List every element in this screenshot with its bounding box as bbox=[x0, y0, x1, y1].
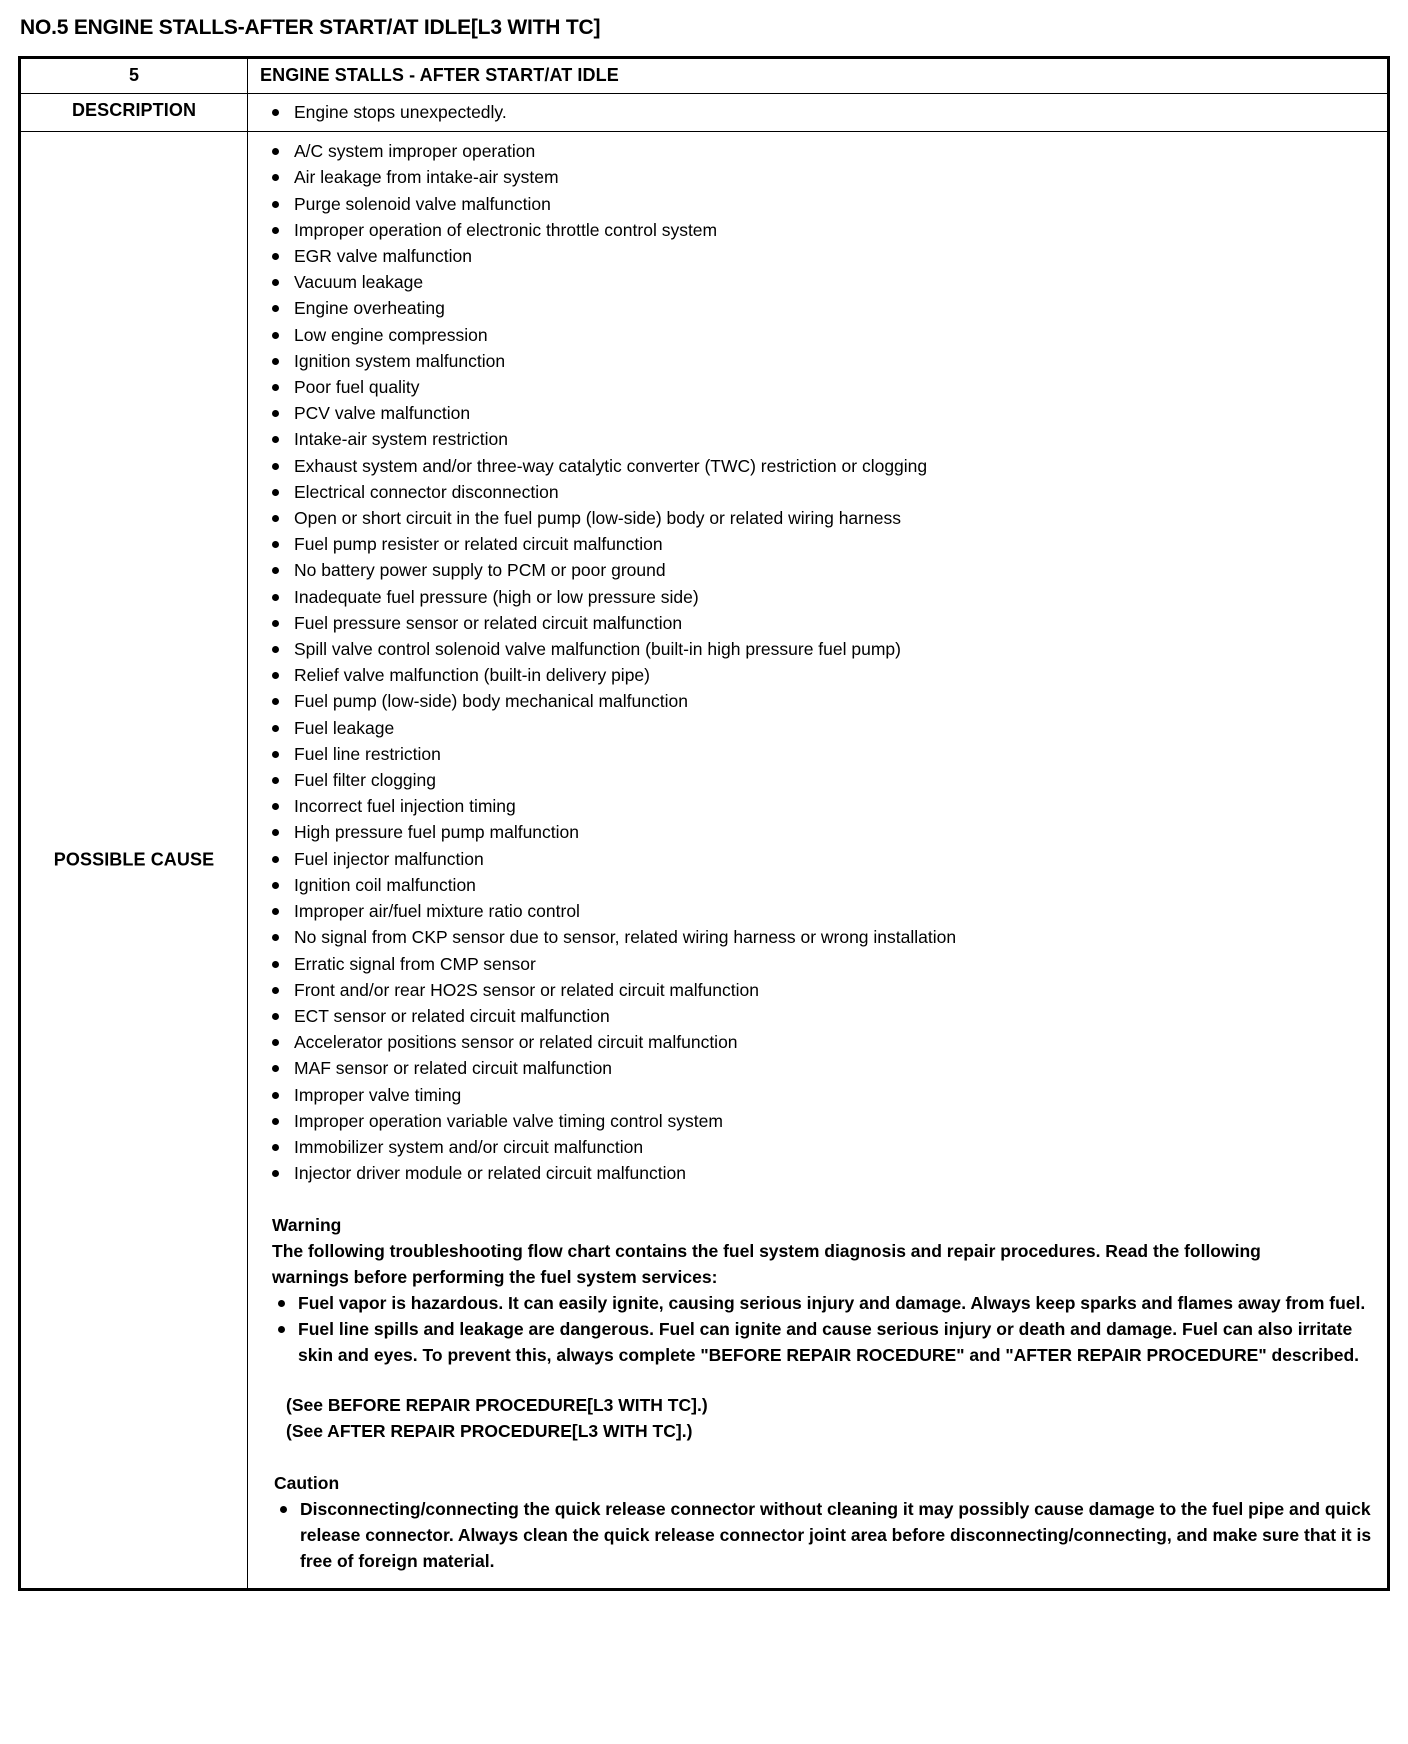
caution-heading: Caution bbox=[274, 1473, 340, 1494]
description-list bbox=[258, 99, 1379, 125]
list-item: Low engine compression bbox=[258, 322, 1379, 348]
warning-intro: The following troubleshooting flow chart contains the fuel system diagnosis and repair procedures. Read the following warnings before performing the fuel system services: bbox=[272, 1241, 1261, 1288]
warning-heading: Warning bbox=[272, 1215, 342, 1236]
table-row-possible-cause bbox=[20, 132, 1389, 1590]
reference-link-before-repair[interactable]: (See BEFORE REPAIR PROCEDURE[L3 WITH TC].) bbox=[286, 1395, 708, 1416]
list-item: Erratic signal from CMP sensor bbox=[258, 951, 1379, 977]
list-item: Fuel pressure sensor or related circuit malfunction bbox=[258, 610, 1379, 636]
list-item: Improper operation of electronic throttle control system bbox=[258, 217, 1379, 243]
page-title: NO.5 ENGINE STALLS-AFTER START/AT IDLE[L3 WITH TC] bbox=[20, 16, 601, 39]
list-item: Fuel vapor is hazardous. It can easily ignite, causing serious injury and damage. Always keep sparks and flames away from fuel. bbox=[272, 1290, 1378, 1316]
list-item: Fuel line restriction bbox=[258, 741, 1379, 767]
list-item: A/C system improper operation bbox=[258, 138, 1379, 164]
symptom-number-cell bbox=[20, 58, 248, 94]
description-body-cell bbox=[248, 94, 1389, 132]
list-item: Front and/or rear HO2S sensor or related circuit malfunction bbox=[258, 977, 1379, 1003]
list-item: Fuel injector malfunction bbox=[258, 846, 1379, 872]
list-item: Ignition system malfunction bbox=[258, 348, 1379, 374]
reference-block bbox=[258, 1392, 1379, 1444]
list-item: Relief valve malfunction (built-in delivery pipe) bbox=[258, 662, 1379, 688]
list-item: No signal from CKP sensor due to sensor, related wiring harness or wrong installation bbox=[258, 924, 1379, 950]
list-item: Accelerator positions sensor or related circuit malfunction bbox=[258, 1029, 1379, 1055]
list-item: Poor fuel quality bbox=[258, 374, 1379, 400]
caution-block bbox=[258, 1470, 1379, 1584]
list-item: Air leakage from intake-air system bbox=[258, 164, 1379, 190]
list-item: Open or short circuit in the fuel pump (low-side) body or related wiring harness bbox=[258, 505, 1379, 531]
list-item: Injector driver module or related circuit malfunction bbox=[258, 1160, 1379, 1186]
symptom-name: ENGINE STALLS - AFTER START/AT IDLE bbox=[260, 65, 619, 85]
table-row-header bbox=[20, 58, 1389, 94]
list-item: Purge solenoid valve malfunction bbox=[258, 191, 1379, 217]
list-item: No battery power supply to PCM or poor ground bbox=[258, 557, 1379, 583]
list-item: Fuel pump (low-side) body mechanical malfunction bbox=[258, 688, 1379, 714]
possible-cause-label: POSSIBLE CAUSE bbox=[53, 849, 215, 870]
list-item: Fuel filter clogging bbox=[258, 767, 1379, 793]
list-item: Improper operation variable valve timing control system bbox=[258, 1108, 1379, 1134]
list-item: MAF sensor or related circuit malfunction bbox=[258, 1055, 1379, 1081]
possible-cause-list bbox=[258, 138, 1379, 1186]
list-item: Engine overheating bbox=[258, 295, 1379, 321]
list-item: Fuel leakage bbox=[258, 715, 1379, 741]
description-label-cell bbox=[20, 94, 248, 132]
possible-cause-label-cell bbox=[20, 132, 248, 1590]
list-item: Inadequate fuel pressure (high or low pressure side) bbox=[258, 584, 1379, 610]
possible-cause-body-cell bbox=[248, 132, 1389, 1590]
table-row-description bbox=[20, 94, 1389, 132]
list-item: Spill valve control solenoid valve malfunction (built-in high pressure fuel pump) bbox=[258, 636, 1379, 662]
symptom-number: 5 bbox=[128, 65, 139, 85]
warning-list bbox=[272, 1290, 1379, 1368]
symptom-name-cell bbox=[248, 58, 1389, 94]
list-item: Intake-air system restriction bbox=[258, 426, 1379, 452]
list-item: Incorrect fuel injection timing bbox=[258, 793, 1379, 819]
description-label: DESCRIPTION bbox=[71, 100, 197, 120]
list-item: Vacuum leakage bbox=[258, 269, 1379, 295]
list-item: Engine stops unexpectedly. bbox=[258, 99, 1379, 125]
troubleshooting-table bbox=[18, 56, 1390, 1591]
reference-link-after-repair[interactable]: (See AFTER REPAIR PROCEDURE[L3 WITH TC].) bbox=[286, 1421, 693, 1442]
caution-list bbox=[274, 1496, 1379, 1574]
list-item: Ignition coil malfunction bbox=[258, 872, 1379, 898]
list-item: Disconnecting/connecting the quick release connector without cleaning it may possibly cause damage to the fuel pipe and quick release connector. Always clean the quick release connector joint area before disconnecting/connecting, and make sure that it is free of foreign material. bbox=[274, 1496, 1379, 1574]
warning-block bbox=[258, 1212, 1379, 1368]
list-item: High pressure fuel pump malfunction bbox=[258, 819, 1379, 845]
list-item: Improper valve timing bbox=[258, 1082, 1379, 1108]
list-item: Fuel line spills and leakage are dangerous. Fuel can ignite and cause serious injury or death and damage. Fuel can also irritate skin and eyes. To prevent this, always complete "BEFORE REPAIR ROCEDURE" and "AFTER REPAIR PROCEDURE" described. bbox=[272, 1316, 1378, 1368]
list-item: Electrical connector disconnection bbox=[258, 479, 1379, 505]
list-item: Fuel pump resister or related circuit malfunction bbox=[258, 531, 1379, 557]
list-item: ECT sensor or related circuit malfunction bbox=[258, 1003, 1379, 1029]
list-item: Improper air/fuel mixture ratio control bbox=[258, 898, 1379, 924]
list-item: EGR valve malfunction bbox=[258, 243, 1379, 269]
list-item: Exhaust system and/or three-way catalytic converter (TWC) restriction or clogging bbox=[258, 453, 1379, 479]
list-item: Immobilizer system and/or circuit malfunction bbox=[258, 1134, 1379, 1160]
list-item: PCV valve malfunction bbox=[258, 400, 1379, 426]
